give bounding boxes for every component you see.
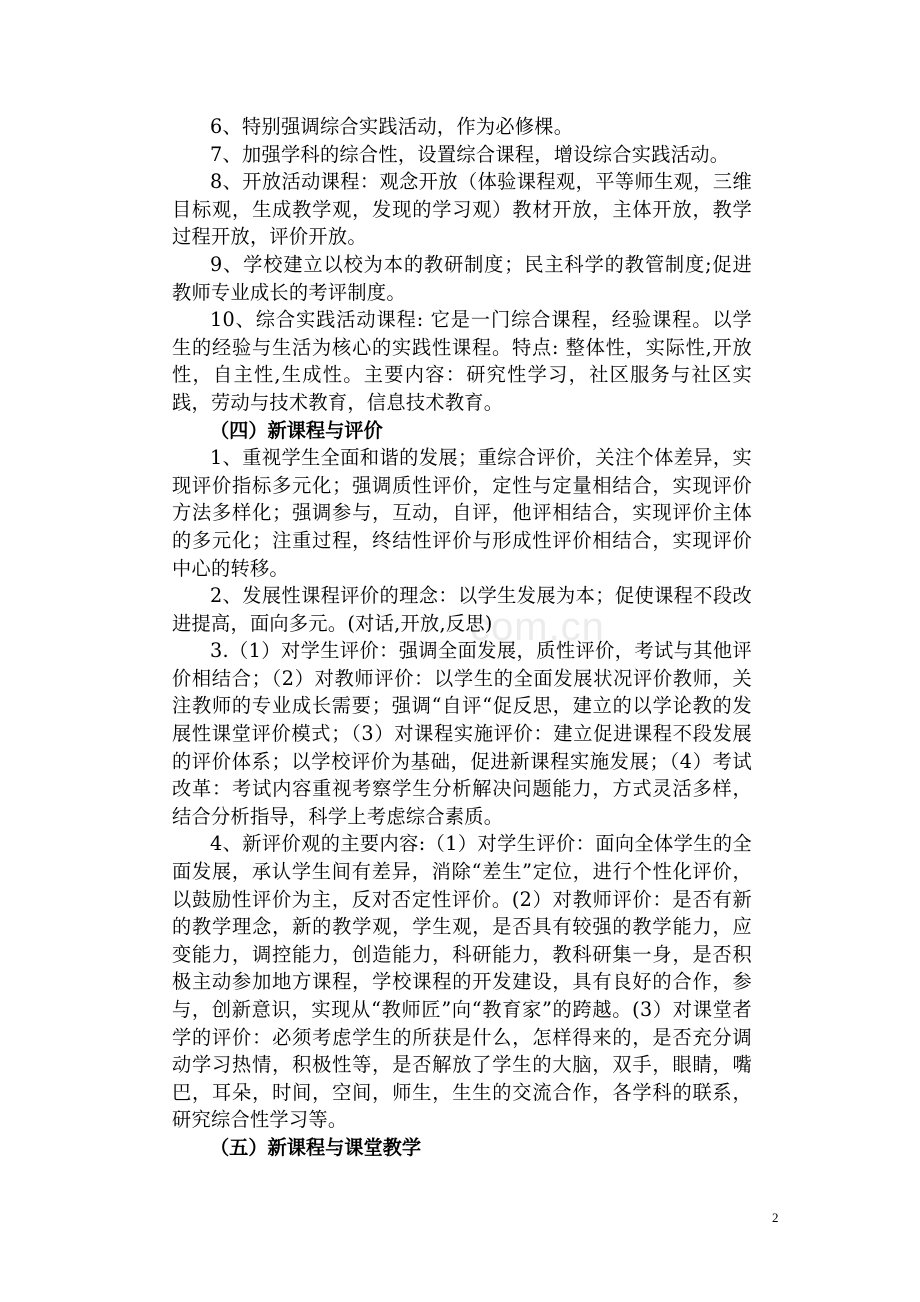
page-number: 2 — [772, 1210, 779, 1225]
paragraph-eval-2: 2、发展性课程评价的理念：以学生发展为本；促使课程不段改进提高，面向多元。(对话,开放,反思) — [172, 584, 752, 635]
section-heading-4: （四）新课程与评价 — [210, 418, 383, 442]
paragraph-eval-4: 4、新评价观的主要内容:（1）对学生评价：面向全体学生的全面发展，承认学生间有差异，消除“差生”定位，进行个性化评价，以鼓励性评价为主，反对否定性评价。(2）对教师评价：是否有新的教学理念，新的教学观，学生观，是否具有较强的教学能力，应变能力，调控能力，创造能力，科研能力，教科研集一身，是否积极主动参加地方课程，学校课程的开发建设，具有良好的合作，参与，创新意识，实现从“教师匠”向“教育家”的跨越。(3）对课堂者学的评价：必须考虑学生的所获是什么，怎样得来的，是否充分调动学习热情，积极性等，是否解放了学生的大脑，双手，眼睛，嘴巴，耳朵，时间，空间，师生，生生的交流合作，各学科的联系，研究综合性学习等。 — [172, 832, 752, 1132]
paragraph-6: 6、特别强调综合实践活动，作为必修棵。 — [210, 115, 574, 138]
watermark: com.cn — [470, 605, 605, 649]
paragraph-eval-1: 1、重视学生全面和谐的发展；重综合评价，关注个体差异，实现评价指标多元化；强调质性评价，定性与定量相结合，实现评价方法多样化；强调参与，互动，自评，他评相结合，实现评价主体的多元化；注重过程，终结性评价与形成性评价相结合，实现评价中心的转移。 — [172, 446, 752, 580]
paragraph-9: 9、学校建立以校为本的教研制度；民主科学的教管制度;促进教师专业成长的考评制度。 — [172, 252, 752, 304]
document-body — [172, 113, 752, 1162]
paragraph-8: 8、开放活动课程：观念开放（体验课程观，平等师生观，三维目标观，生成教学观，发现的学习观）教材开放，主体开放，教学过程开放，评价开放。 — [172, 170, 752, 249]
paragraph-7: 7、加强学科的综合性，设置综合课程，增设综合实践活动。 — [210, 142, 730, 166]
paragraph-eval-3: 3.（1）对学生评价：强调全面发展，质性评价，考试与其他评价相结合；（2）对教师评价：以学生的全面发展状况评价教师，关注教师的专业成长需要；强调“自评“促反思，建立的以学论教的发展性课堂评价模式；（3）对课程实施评价：建立促进课程不段发展的评价体系；以学校评价为基础，促进新课程实施发展；（4）考试改革：考试内容重视考察学生分析解决问题能力，方式灵活多样，结合分析指导，科学上考虑综合素质。 — [172, 639, 752, 828]
paragraph-10: 10、综合实践活动课程: 它是一门综合课程，经验课程。以学生的经验与生活为核心的实践性课程。特点: 整体性，实际性,开放性，自主性,生成性。主要内容：研究性学习，社区服务与社区实践，劳动与技术教育，信息技术教育。 — [172, 308, 752, 414]
section-heading-5: （五）新课程与课堂教学 — [210, 1135, 422, 1159]
